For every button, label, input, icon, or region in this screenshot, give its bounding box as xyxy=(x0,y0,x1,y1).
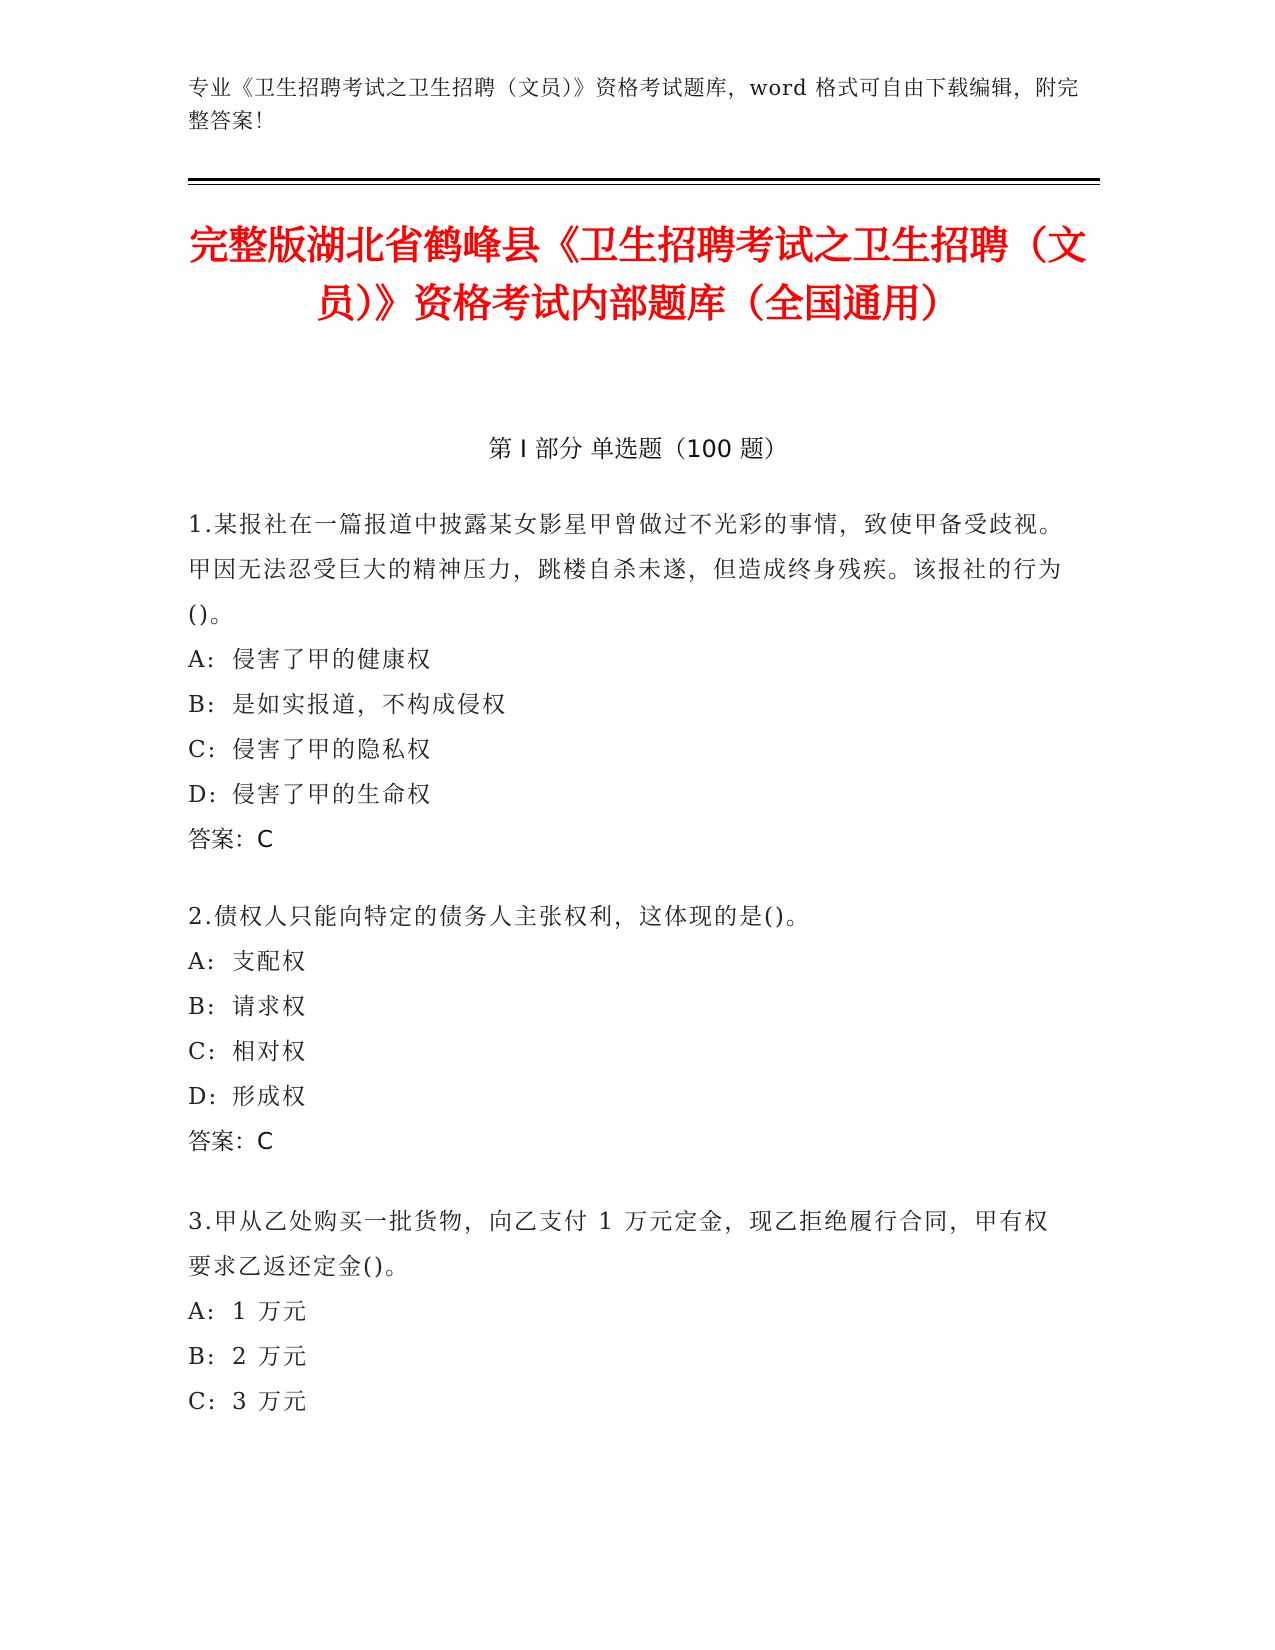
option-key: C: xyxy=(188,1039,218,1065)
option-text: 侵害了甲的健康权 xyxy=(232,647,432,673)
question-3 xyxy=(188,1200,1068,1425)
option-a xyxy=(188,1290,1068,1335)
option-key: B: xyxy=(188,994,217,1020)
option-c xyxy=(188,728,1068,773)
option-key: D: xyxy=(188,1084,219,1110)
option-b xyxy=(188,683,1068,728)
option-key: C: xyxy=(188,737,218,763)
option-a xyxy=(188,638,1068,683)
option-key: B: xyxy=(188,1344,217,1370)
option-text: 3 万元 xyxy=(232,1389,308,1415)
option-key: A: xyxy=(188,647,217,673)
option-text: 支配权 xyxy=(232,949,307,975)
section-heading: 第 I 部分 单选题（100 题） xyxy=(488,435,788,463)
option-text: 相对权 xyxy=(232,1039,307,1065)
question-2 xyxy=(188,895,1068,1165)
option-b xyxy=(188,985,1068,1030)
question-1 xyxy=(188,503,1068,863)
header-note: 专业《卫生招聘考试之卫生招聘（文员）》资格考试题库，word 格式可自由下载编辑，附完整答案！ xyxy=(188,76,1080,133)
option-d xyxy=(188,773,1068,818)
option-d xyxy=(188,1075,1068,1120)
option-key: C: xyxy=(188,1389,218,1415)
question-stem: 3.甲从乙处购买一批货物，向乙支付 1 万元定金，现乙拒绝履行合同，甲有权要求乙返还定金()。 xyxy=(188,1209,1050,1280)
option-text: 1 万元 xyxy=(232,1299,308,1325)
option-key: A: xyxy=(188,1299,217,1325)
option-key: D: xyxy=(188,782,219,808)
option-c xyxy=(188,1380,1068,1425)
document-title: 完整版湖北省鹤峰县《卫生招聘考试之卫生招聘（文员）》资格考试内部题库（全国通用） xyxy=(189,224,1087,327)
question-stem: 1.某报社在一篇报道中披露某女影星甲曾做过不光彩的事情，致使甲备受歧视。甲因无法忍受巨大的精神压力，跳楼自杀未遂，但造成终身残疾。该报社的行为()。 xyxy=(188,512,1064,628)
question-stem: 2.债权人只能向特定的债务人主张权利，这体现的是()。 xyxy=(188,904,811,930)
option-a xyxy=(188,940,1068,985)
option-text: 请求权 xyxy=(232,994,307,1020)
option-c xyxy=(188,1030,1068,1075)
option-key: A: xyxy=(188,949,217,975)
option-text: 是如实报道，不构成侵权 xyxy=(232,692,507,718)
answer-line: 答案：C xyxy=(188,827,274,853)
option-text: 侵害了甲的生命权 xyxy=(232,782,432,808)
option-text: 侵害了甲的隐私权 xyxy=(232,737,432,763)
option-text: 2 万元 xyxy=(232,1344,308,1370)
option-text: 形成权 xyxy=(232,1084,307,1110)
option-key: B: xyxy=(188,692,217,718)
option-b xyxy=(188,1335,1068,1380)
answer-line: 答案：C xyxy=(188,1129,274,1155)
